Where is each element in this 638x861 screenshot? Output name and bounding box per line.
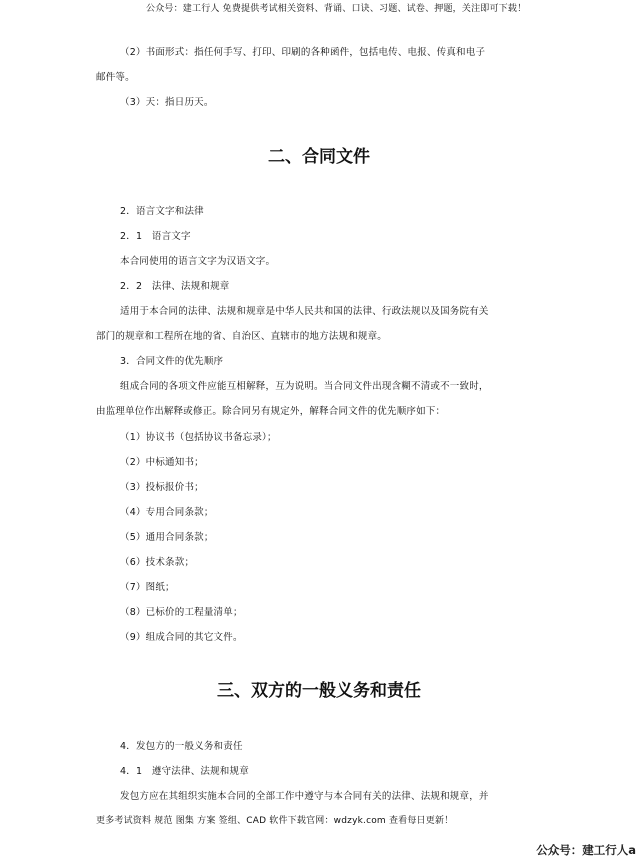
- body-line: 发包方应在其组织实施本合同的全部工作中遵守与本合同有关的法律、法规和规章，并: [120, 791, 489, 802]
- list-item: （3）投标报价书；: [120, 482, 204, 493]
- section-title: 三、双方的一般义务和责任: [217, 681, 421, 701]
- body-line: 由监理单位作出解释或修正。除合同另有规定外，解释合同文件的优先顺序如下：: [96, 406, 446, 417]
- body-line: 邮件等。: [96, 72, 135, 83]
- clause-heading: 4．发包方的一般义务和责任: [120, 741, 243, 752]
- body-line: 部门的规章和工程所在地的省、自治区、直辖市的地方法规和规章。: [96, 331, 388, 342]
- clause-heading: 4．1 遵守法律、法规和规章: [120, 766, 249, 777]
- footer-notice: 更多考试资料 规范 图集 方案 签组、CAD 软件下载官网：wdzyk.com 查看每日更新！: [96, 816, 454, 826]
- list-item: （1）协议书（包括协议书备忘录）；: [120, 432, 277, 443]
- watermark-stamp: 公众号：建工行人a: [536, 843, 636, 857]
- clause-heading: 2．语言文字和法律: [120, 206, 204, 217]
- clause-heading: 3．合同文件的优先顺序: [120, 356, 224, 367]
- body-line: 适用于本合同的法律、法规和规章是中华人民共和国的法律、行政法规以及国务院有关: [120, 306, 489, 317]
- clause-heading: 2．1 语言文字: [120, 231, 191, 242]
- section-title: 二、合同文件: [268, 147, 370, 167]
- list-item: （9）组成合同的其它文件。: [120, 632, 243, 643]
- list-item: （6）技术条款；: [120, 557, 195, 568]
- list-item: （5）通用合同条款；: [120, 532, 214, 543]
- list-item: （7）图纸；: [120, 582, 175, 593]
- body-line: （2）书面形式：指任何手写、打印、印刷的各种函件，包括电传、电报、传真和电子: [120, 47, 486, 58]
- list-item: （2）中标通知书；: [120, 457, 204, 468]
- header-notice: 公众号：建工行人 免费提供考试相关资料、背诵、口诀、习题、试卷、押题，关注即可下载！: [146, 4, 527, 14]
- body-line: 本合同使用的语言文字为汉语文字。: [120, 256, 276, 267]
- list-item: （8）已标价的工程量清单；: [120, 607, 243, 618]
- clause-heading: 2．2 法律、法规和规章: [120, 281, 230, 292]
- list-item: （4）专用合同条款；: [120, 507, 214, 518]
- body-line: 组成合同的各项文件应能互相解释，互为说明。当合同文件出现含糊不清或不一致时，: [120, 381, 489, 392]
- body-line: （3）天：指日历天。: [120, 97, 214, 108]
